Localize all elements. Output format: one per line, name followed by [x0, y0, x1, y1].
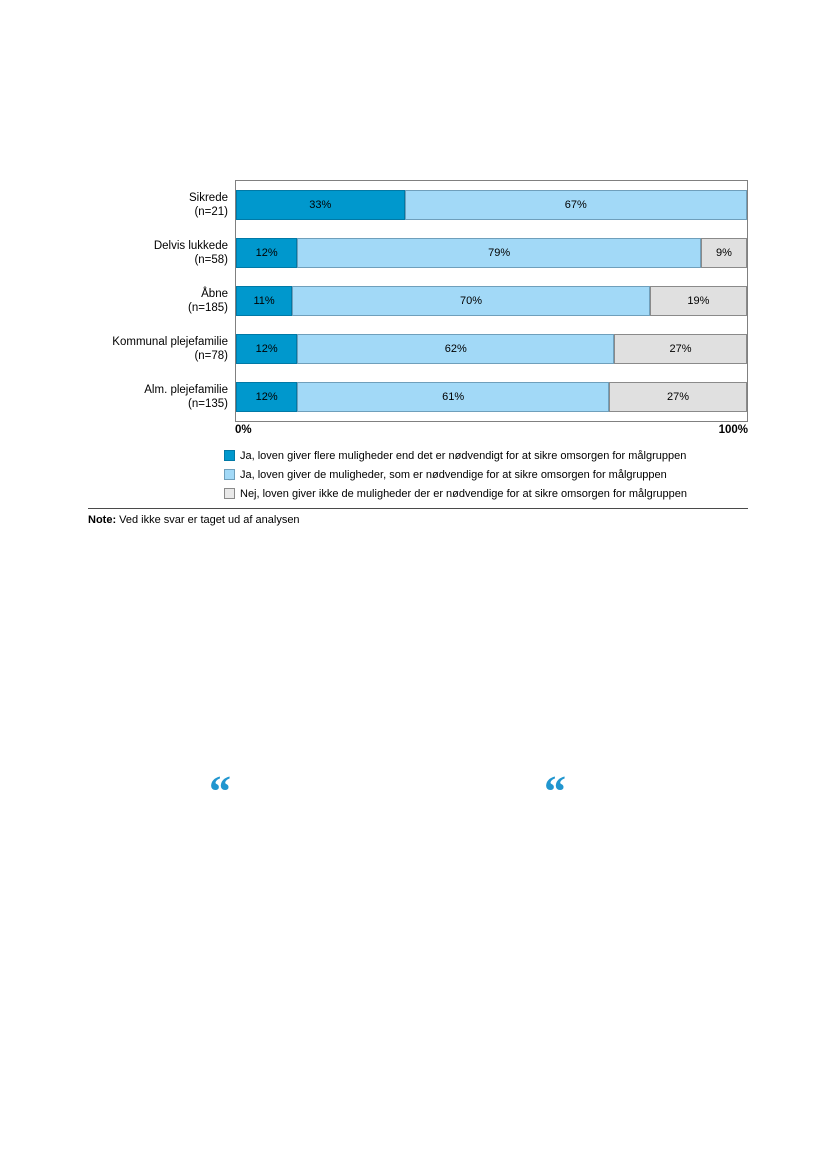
- bar-segment-series2: 27%: [609, 382, 747, 412]
- legend-item: [224, 484, 748, 503]
- note-divider: [88, 508, 748, 509]
- chart-row: [189, 181, 747, 229]
- chart-legend: [224, 446, 748, 503]
- category-label-n: (n=78): [194, 350, 228, 362]
- legend-swatch-icon: [224, 469, 235, 480]
- bar-segment-series0: 12%: [236, 334, 297, 364]
- category-label-name: Sikrede: [189, 192, 228, 204]
- chart-row: [188, 277, 747, 325]
- stacked-bar: [236, 238, 747, 268]
- legend-label: Ja, loven giver flere muligheder end det er nødvendigt for at sikre omsorgen for målgruppen: [240, 449, 687, 462]
- category-label: [89, 181, 228, 229]
- legend-label: Ja, loven giver de muligheder, som er nødvendige for at sikre omsorgen for målgruppen: [240, 468, 667, 481]
- category-label-name: Delvis lukkede: [153, 240, 228, 252]
- bar-rows: [112, 180, 748, 422]
- bar-segment-series0: 11%: [236, 286, 292, 316]
- bar-segment-series2: 19%: [650, 286, 747, 316]
- bar-segment-series2: 9%: [701, 238, 747, 268]
- bar-segment-series1: 70%: [292, 286, 650, 316]
- category-label-n: (n=58): [194, 254, 228, 266]
- axis-tick-min: 0%: [235, 424, 252, 436]
- chart-plot-area: [88, 180, 748, 440]
- category-label-n: (n=21): [194, 206, 228, 218]
- category-label: [89, 325, 228, 373]
- note-text: Ved ikke svar er taget ud af analysen: [116, 514, 300, 526]
- stacked-bar: [236, 334, 747, 364]
- chart-row: [112, 325, 747, 373]
- bar-segment-series0: 12%: [236, 382, 297, 412]
- note-prefix: Note:: [88, 514, 117, 526]
- stacked-bar: [236, 286, 747, 316]
- chart-row: [153, 229, 747, 277]
- category-label: [89, 277, 228, 325]
- category-label: [89, 373, 228, 421]
- stacked-bar: [236, 382, 747, 412]
- category-label: [89, 229, 228, 277]
- chart-container: [88, 180, 748, 526]
- bar-segment-series1: 61%: [297, 382, 609, 412]
- chart-row: [144, 373, 747, 421]
- category-label-n: (n=135): [188, 398, 228, 410]
- legend-swatch-icon: [224, 488, 235, 499]
- x-axis-labels: [235, 422, 748, 440]
- bar-segment-series1: 67%: [405, 190, 747, 220]
- category-label-name: Åbne: [201, 288, 228, 300]
- legend-item: [224, 465, 748, 484]
- chart-note: [88, 514, 748, 526]
- bar-segment-series1: 62%: [297, 334, 614, 364]
- category-label-name: Alm. plejefamilie: [144, 384, 228, 396]
- axis-tick-max: 100%: [718, 424, 748, 436]
- quote-mark-icon-right: “: [544, 767, 566, 816]
- stacked-bar: [236, 190, 747, 220]
- category-label-n: (n=185): [188, 302, 228, 314]
- bar-segment-series1: 79%: [297, 238, 701, 268]
- bar-segment-series0: 33%: [236, 190, 405, 220]
- legend-label: Nej, loven giver ikke de muligheder der er nødvendige for at sikre omsorgen for målgruppen: [240, 487, 687, 500]
- bar-segment-series2: 27%: [614, 334, 747, 364]
- quote-mark-icon-left: “: [209, 767, 231, 816]
- category-label-name: Kommunal plejefamilie: [112, 336, 228, 348]
- legend-item: [224, 446, 748, 465]
- legend-swatch-icon: [224, 450, 235, 461]
- bar-segment-series0: 12%: [236, 238, 297, 268]
